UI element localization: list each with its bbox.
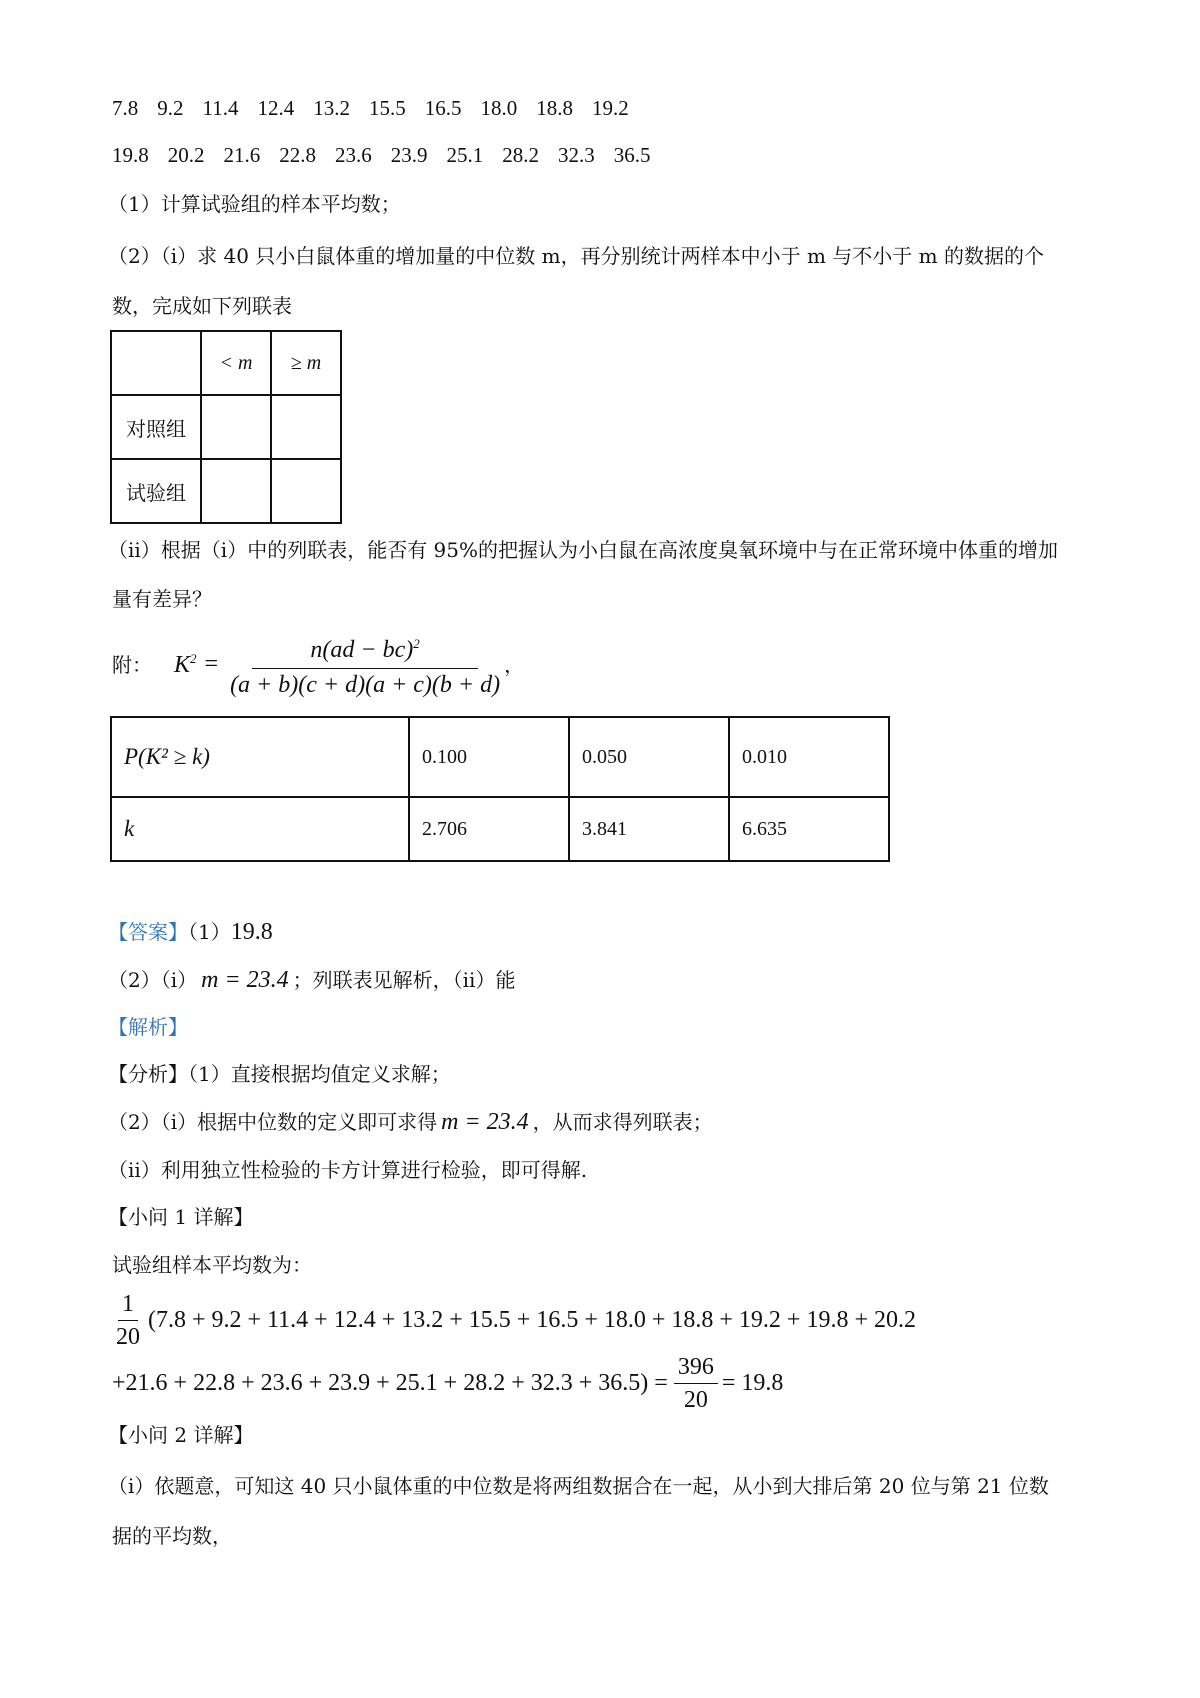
analysis-line-3: （ii）利用独立性检验的卡方计算进行检验，即可得解. <box>108 1158 588 1182</box>
table-cell <box>201 459 271 523</box>
fraction-denominator: (a + b)(c + d)(a + c)(b + d) <box>230 672 501 698</box>
appendix-trail: ， <box>504 652 525 677</box>
data-value: 18.8 <box>536 96 573 120</box>
answer-line-1 <box>108 918 273 946</box>
analysis-line-2-rest: ，从而求得列联表； <box>532 1110 713 1134</box>
data-value: 22.8 <box>279 143 316 167</box>
data-row-1 <box>112 96 648 121</box>
header-not-less-than-m: ≥ m <box>271 331 341 395</box>
data-value: 32.3 <box>558 143 595 167</box>
k-value-cell: 2.706 <box>409 797 569 861</box>
sum-expression-part-2: +21.6 + 22.8 + 23.6 + 23.9 + 25.1 + 28.2 + 32.3 + 36.5) = <box>112 1370 668 1396</box>
fraction-denominator: 20 <box>116 1324 140 1350</box>
analysis-line-2-prefix: （2）（i）根据中位数的定义即可求得 <box>108 1110 438 1134</box>
data-value: 19.8 <box>112 143 149 167</box>
data-row-2 <box>112 143 670 168</box>
p-value-cell: 0.100 <box>409 717 569 797</box>
k-label-cell: k <box>111 797 409 861</box>
answer-1-prefix: （1） <box>188 920 231 944</box>
question-1: （1）计算试验组的样本平均数； <box>108 192 401 216</box>
data-value: 28.2 <box>502 143 539 167</box>
p-value-cell: 0.050 <box>569 717 729 797</box>
chi-square-fraction <box>226 630 504 699</box>
answer-1-value: 19.8 <box>230 919 273 945</box>
table-cell <box>201 395 271 459</box>
appendix-formula <box>112 630 524 699</box>
row-label-experiment: 试验组 <box>111 459 201 523</box>
data-value: 7.8 <box>112 96 139 120</box>
k-squared: $K^2$ <box>174 650 197 678</box>
detail-1-title: 【小问 1 详解】 <box>108 1205 254 1229</box>
data-value: 20.2 <box>167 143 205 167</box>
data-value: 12.4 <box>257 96 295 120</box>
data-value: 25.1 <box>446 143 484 167</box>
data-value: 23.6 <box>335 143 372 167</box>
fraction-numerator: n(ad − bc)$^2$ <box>252 630 477 669</box>
answer-tag: 【答案】 <box>108 920 188 944</box>
data-value: 15.5 <box>368 96 406 120</box>
table-corner-cell <box>111 331 201 395</box>
answer-2-rest: ；列联表见解析，（ii）能 <box>292 968 516 992</box>
analysis-tag: 【解析】 <box>108 1015 188 1039</box>
detail-1-intro: 试验组样本平均数为： <box>112 1253 312 1277</box>
answer-line-2 <box>108 966 515 994</box>
fraction-denominator: 20 <box>683 1387 708 1413</box>
data-value: 36.5 <box>613 143 651 167</box>
mean-expression-line-1 <box>112 1290 916 1351</box>
data-value: 19.2 <box>591 96 629 120</box>
data-value: 11.4 <box>202 96 239 120</box>
fraction-numerator: 1 <box>118 1290 138 1321</box>
p-value-cell: 0.010 <box>729 717 889 797</box>
one-twentieth-fraction <box>112 1290 144 1351</box>
k-symbol: K <box>174 651 191 678</box>
data-value: 13.2 <box>313 96 350 120</box>
answer-2-math: m = 23.4 <box>201 967 289 993</box>
sum-expression-part-1: (7.8 + 9.2 + 11.4 + 12.4 + 13.2 + 15.5 + 16.5 + 18.0 + 18.8 + 19.2 + 19.8 + 20.2 <box>148 1307 916 1333</box>
critical-value-table <box>110 716 890 862</box>
row-label-control: 对照组 <box>111 395 201 459</box>
question-2ii-line-1: （ii）根据（i）中的列联表，能否有 95%的把握认为小白鼠在高浓度臭氧环境中与在正常环境中体重的增加 <box>108 538 1058 562</box>
table-cell <box>271 459 341 523</box>
fraction-numerator: 396 <box>674 1353 718 1384</box>
mean-result: = 19.8 <box>721 1370 784 1396</box>
analysis-line-2-math: m = 23.4 <box>441 1109 529 1135</box>
k-value-cell: 3.841 <box>569 797 729 861</box>
detail-2-line-1: （i）依题意，可知这 40 只小鼠体重的中位数是将两组数据合在一起，从小到大排后第 20 位与第 21 位数 <box>108 1474 1049 1498</box>
data-value: 16.5 <box>424 96 462 120</box>
data-value: 21.6 <box>223 143 261 167</box>
appendix-label: 附： <box>112 652 152 677</box>
p-label-cell: P(K² ≥ k) <box>111 717 409 797</box>
mean-expression-line-2 <box>112 1353 783 1414</box>
k-value-cell: 6.635 <box>729 797 889 861</box>
data-value: 23.9 <box>390 143 428 167</box>
result-fraction <box>674 1353 718 1414</box>
detail-2-line-2: 据的平均数， <box>112 1524 232 1548</box>
question-2-line-1: （2）（i）求 40 只小白鼠体重的增加量的中位数 m，再分别统计两样本中小于 m 与不小于 m 的数据的个 <box>108 244 1044 268</box>
question-2-line-2: 数，完成如下列联表 <box>112 294 292 318</box>
data-value: 18.0 <box>480 96 518 120</box>
contingency-table <box>110 330 342 524</box>
equals-sign: = <box>204 651 219 677</box>
detail-2-title: 【小问 2 详解】 <box>108 1423 254 1447</box>
question-2ii-line-2: 量有差异？ <box>112 587 212 611</box>
numerator-text: n(ad − bc) <box>310 637 414 663</box>
answer-2-prefix: （2）（i） <box>108 968 198 992</box>
analysis-fenxi: 【分析】（1）直接根据均值定义求解； <box>108 1062 451 1086</box>
data-value: 9.2 <box>157 96 184 120</box>
analysis-line-2 <box>108 1108 713 1136</box>
header-less-than-m: < m <box>201 331 271 395</box>
table-cell <box>271 395 341 459</box>
